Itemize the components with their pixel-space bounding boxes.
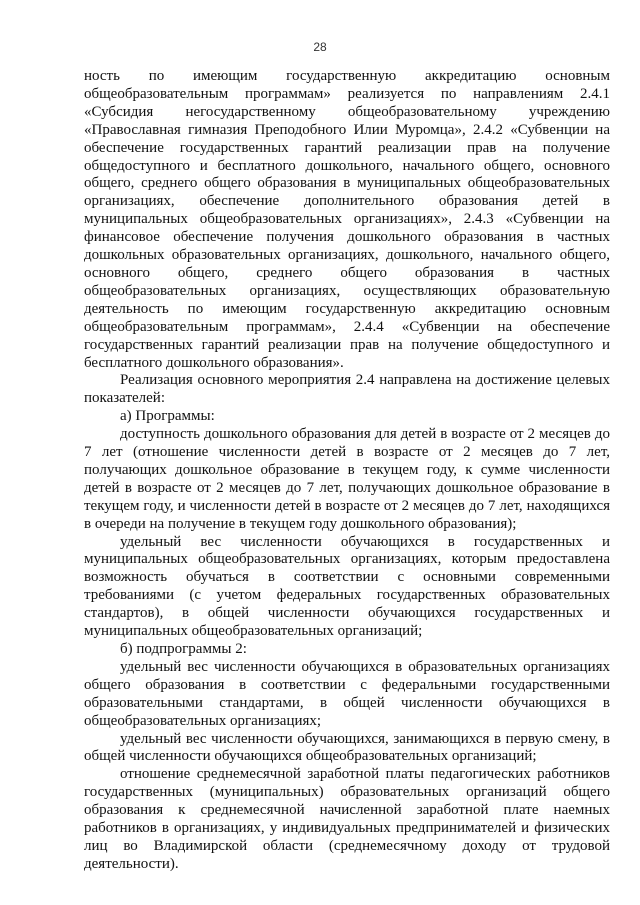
paragraph-preschool-availability: доступность дошкольного образования для детей в возрасте от 2 месяцев до 7 лет (отношение численности детей в возрасте от 2 месяцев до 7 лет, получающих дошкольное образование в текущем году, к сумме численности детей в возрасте от 2 месяцев до 7 лет, получающих дошкольное образование в текущем году, и численности детей в возрасте от 2 месяцев до 7 лет, находящихся в очереди на получение в текущем году дошкольного образования); — [84, 426, 610, 532]
paragraph-salary-ratio: отношение среднемесячной заработной платы педагогических работников государственных (муниципальных) образовательных организаций общего образования к среднемесячной начисленной заработной плате наемных работников в организациях, у индивидуальных предпринимателей и физических лиц во Владимирской области (среднемесячному доходу от трудовой деятельности). — [84, 766, 610, 872]
paragraph-programs-heading: а) Программы: — [120, 408, 215, 425]
paragraph-targets-intro: Реализация основного мероприятия 2.4 направлена на достижение целевых показателей: — [84, 372, 610, 407]
paragraph-subprogram-heading: б) подпрограммы 2: — [120, 641, 247, 657]
document-body — [84, 68, 610, 874]
paragraph-funding-directions: ность по имеющим государственную аккредитацию основным общеобразовательным программам» реализуется по направлениям 2.4.1 «Субсидия негосударственному общеобразовательному учреждению «Православная гимназия Преподобного Илии Муромца», 2.4.2 «Субвенции на обеспечение государственных гарантий реализации прав на получение общедоступного и бесплатного дошкольного, начального общего, основного общего, среднего общего образования в муниципальных общеобразовательных организациях, обеспечение дополнительного образования детей в муниципальных общеобразовательных организациях», 2.4.3 «Субвенции на финансовое обеспечение получения дошкольного образования в частных дошкольных образовательных организациях, дошкольного, начального общего, основного общего, среднего общего образования в частных общеобразовательных организациях, осуществляющих образовательную деятельность по имеющим государственную аккредитацию основным общеобразовательным программам», 2.4.4 «Субвенции на обеспечение государственных гарантий реализации прав на получение общедоступного и бесплатного дошкольного образования». — [84, 68, 610, 371]
paragraph-first-shift-share: удельный вес численности обучающихся, занимающихся в первую смену, в общей численности обучающихся общеобразовательных организаций; — [84, 730, 610, 765]
page-number: 28 — [313, 40, 327, 54]
paragraph-modern-requirements-share: удельный вес численности обучающихся в государственных и муниципальных общеобразовательных организациях, которым предоставлена возможность обучаться в соответствии с основными современными требованиями (с учетом федеральных государственных образовательных стандартов), в общей численности обучающихся государственных и муниципальных общеобразовательных организаций; — [84, 533, 610, 640]
paragraph-fgos-share: удельный вес численности обучающихся в образовательных организациях общего образования в соответствии с федеральными государственными образовательными стандартами, в общей численности обучающихся в общеобразовательных организациях; — [84, 658, 610, 729]
